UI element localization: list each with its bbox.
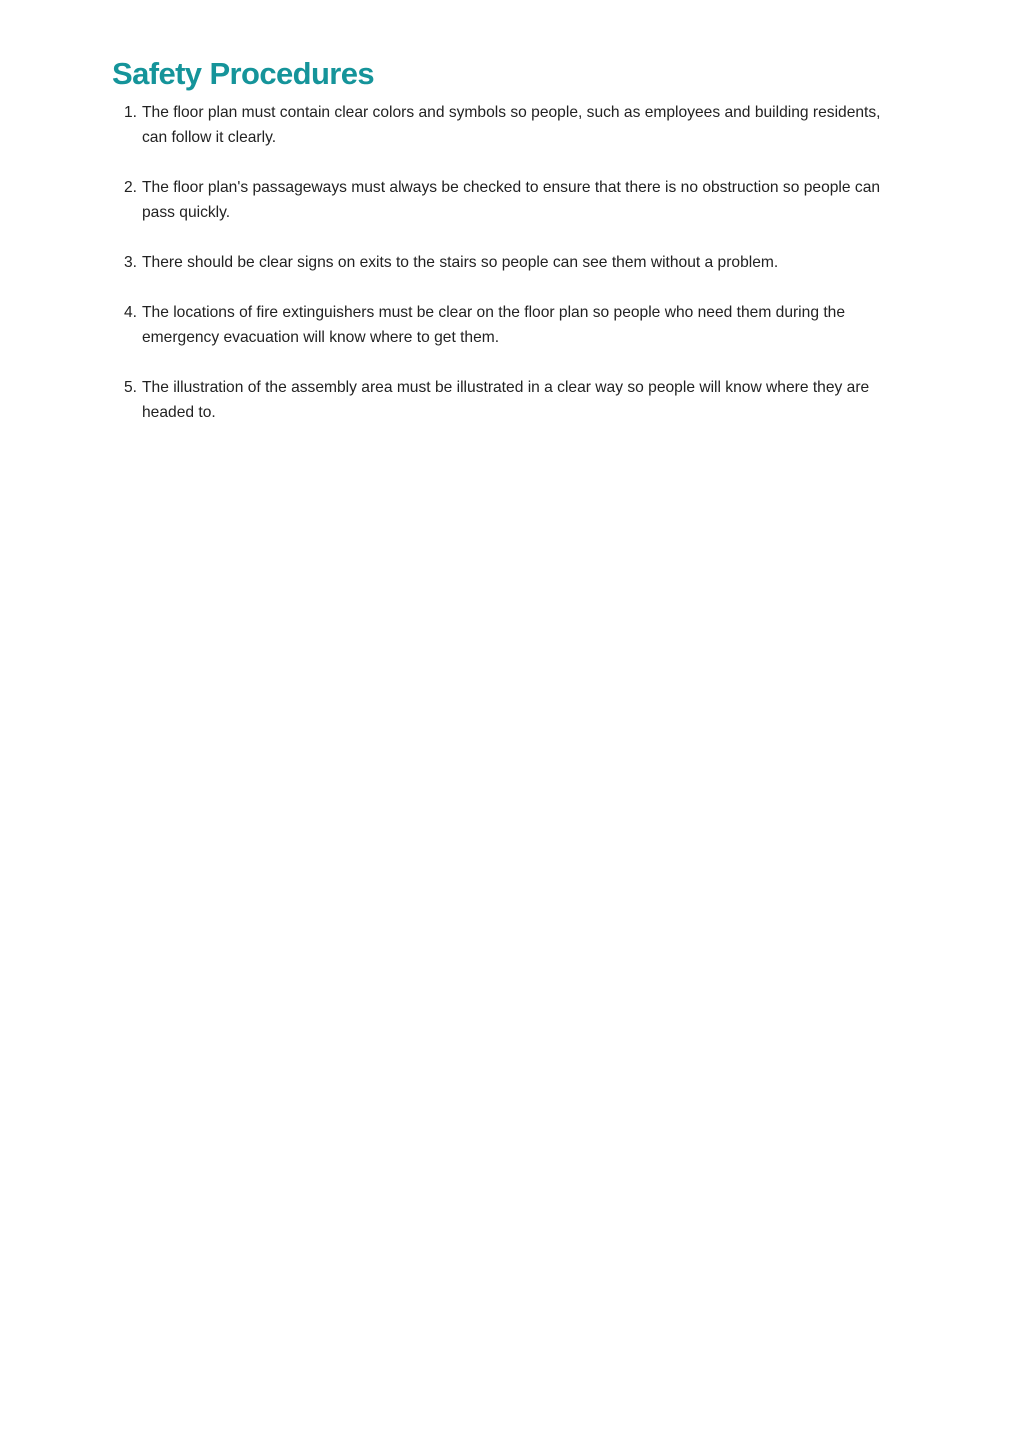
list-item-number: 3. [124, 254, 138, 271]
list-item [124, 300, 902, 350]
list-item-text: The floor plan must contain clear colors and symbols so people, such as employees and building residents, can follow it clearly. [142, 104, 881, 146]
list-item [124, 250, 902, 275]
list-item-number: 4. [124, 304, 138, 321]
list-item-text: The locations of fire extinguishers must be clear on the floor plan so people who need them during the emergency evacuation will know where to get them. [142, 304, 846, 346]
list-item-number: 1. [124, 104, 138, 121]
list-item [124, 175, 902, 225]
page-title: Safety Procedures [112, 56, 375, 91]
list-item-text: The floor plan's passageways must always be checked to ensure that there is no obstruction so people can pass quickly. [142, 179, 881, 221]
safety-procedures-list [112, 100, 902, 425]
list-item [124, 100, 902, 150]
list-item [124, 375, 902, 425]
document-content [112, 54, 902, 450]
list-item-text: There should be clear signs on exits to the stairs so people can see them without a problem. [142, 254, 779, 271]
list-item-text: The illustration of the assembly area must be illustrated in a clear way so people will know where they are headed to. [142, 379, 870, 421]
list-item-number: 5. [124, 379, 138, 396]
list-item-number: 2. [124, 179, 138, 196]
